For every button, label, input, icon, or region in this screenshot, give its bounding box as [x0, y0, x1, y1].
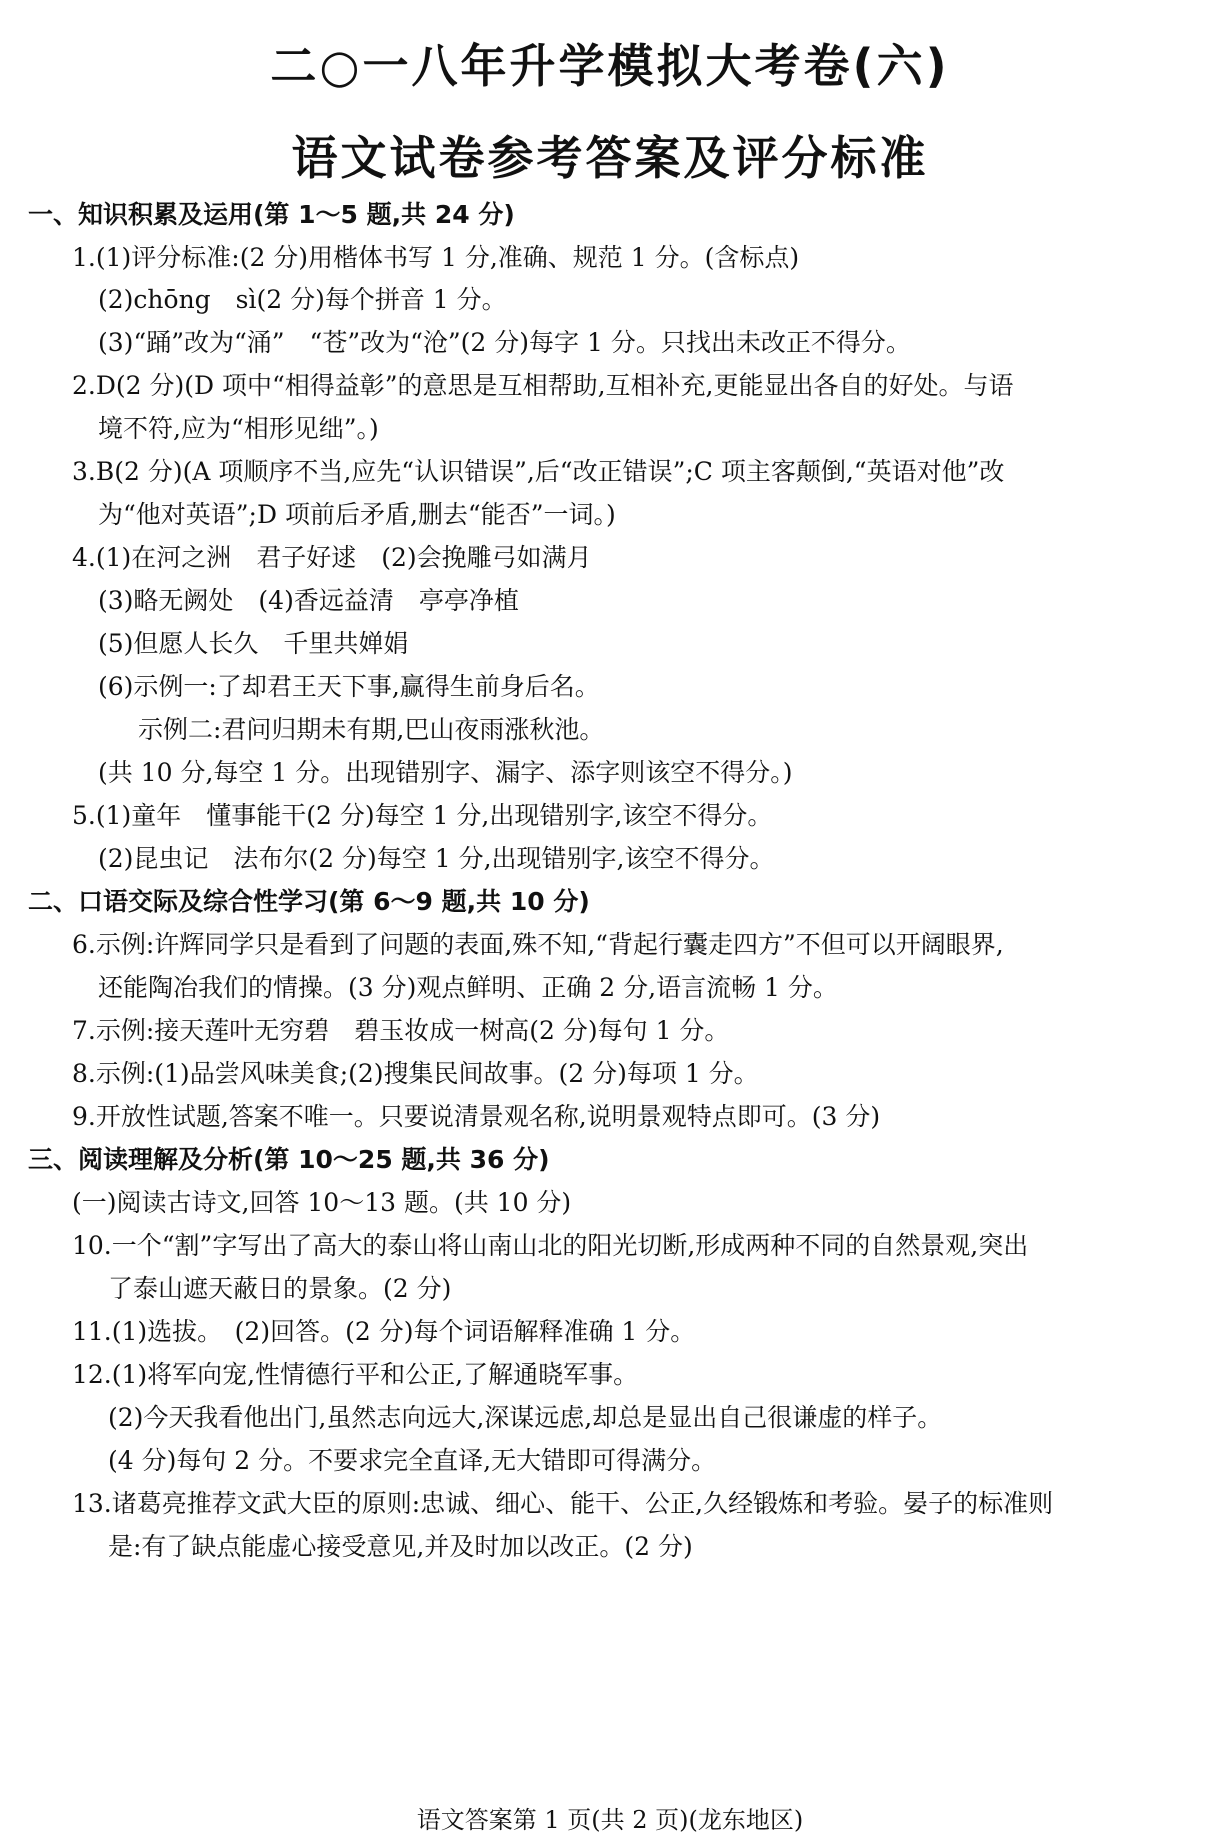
- answer-line: 还能陶冶我们的情操。(3 分)观点鲜明、正确 2 分,语言流畅 1 分。: [98, 973, 838, 1002]
- answer-line: 7.示例:接天莲叶无穷碧 碧玉妆成一树高(2 分)每句 1 分。: [72, 1016, 730, 1045]
- page-title: 二○一八年升学模拟大考卷(六): [270, 39, 950, 93]
- answer-line: 11.(1)选拔。 (2)回答。(2 分)每个词语解释准确 1 分。: [72, 1317, 696, 1346]
- answer-line: 12.(1)将军向宠,性情德行平和公正,了解通晓军事。: [72, 1360, 639, 1389]
- answer-line: 13.诸葛亮推荐文武大臣的原则:忠诚、细心、能干、公正,久经锻炼和考验。晏子的标准则: [72, 1489, 1054, 1518]
- answer-line: (4 分)每句 2 分。不要求完全直译,无大错即可得满分。: [108, 1446, 717, 1475]
- answer-line: 4.(1)在河之洲 君子好逑 (2)会挽雕弓如满月: [72, 543, 592, 572]
- answer-line: (一)阅读古诗文,回答 10～13 题。(共 10 分): [72, 1188, 572, 1217]
- answer-line: (共 10 分,每空 1 分。出现错别字、漏字、添字则该空不得分。): [98, 758, 793, 787]
- answer-line: 为“他对英语”;D 项前后矛盾,删去“能否”一词。): [98, 500, 616, 529]
- answer-line: (6)示例一:了却君王天下事,赢得生前身后名。: [98, 672, 600, 701]
- answer-line: (2)chōng sì(2 分)每个拼音 1 分。: [98, 285, 507, 314]
- answer-line: 境不符,应为“相形见绌”。): [98, 414, 379, 443]
- answer-line: 10.一个“割”字写出了高大的泰山将山南山北的阳光切断,形成两种不同的自然景观,突出: [72, 1231, 1029, 1260]
- section-heading-2: 二、口语交际及综合性学习(第 6～9 题,共 10 分): [28, 887, 590, 916]
- answer-line: (2)昆虫记 法布尔(2 分)每空 1 分,出现错别字,该空不得分。: [98, 844, 775, 873]
- answer-line: 6.示例:许辉同学只是看到了问题的表面,殊不知,“背起行囊走四方”不但可以开阔眼界,: [72, 930, 1004, 959]
- answer-line: (5)但愿人长久 千里共婵娟: [98, 629, 409, 658]
- answer-line: (3)“踊”改为“涌” “苍”改为“沧”(2 分)每字 1 分。只找出未改正不得分。: [98, 328, 911, 357]
- answer-line: 5.(1)童年 懂事能干(2 分)每空 1 分,出现错别字,该空不得分。: [72, 801, 773, 830]
- answer-line: 3.B(2 分)(A 项顺序不当,应先“认识错误”,后“改正错误”;C 项主客颠倒,“英语对他”改: [72, 457, 1005, 486]
- answer-line: (2)今天我看他出门,虽然志向远大,深谋远虑,却总是显出自己很谦虚的样子。: [108, 1403, 943, 1432]
- section-heading-3: 三、阅读理解及分析(第 10～25 题,共 36 分): [28, 1145, 550, 1174]
- page-footer: 语文答案第 1 页(共 2 页)(龙东地区): [416, 1806, 804, 1834]
- section-heading-1: 一、知识积累及运用(第 1～5 题,共 24 分): [28, 200, 515, 229]
- answer-line: 2.D(2 分)(D 项中“相得益彰”的意思是互相帮助,互相补充,更能显出各自的好处。与语: [72, 371, 1014, 400]
- page-subtitle: 语文试卷参考答案及评分标准: [291, 131, 929, 185]
- answer-line: 示例二:君问归期未有期,巴山夜雨涨秋池。: [138, 715, 605, 744]
- answer-line: 1.(1)评分标准:(2 分)用楷体书写 1 分,准确、规范 1 分。(含标点): [72, 243, 800, 272]
- answer-line: 是:有了缺点能虚心接受意见,并及时加以改正。(2 分): [108, 1532, 693, 1561]
- answer-line: 8.示例:(1)品尝风味美食;(2)搜集民间故事。(2 分)每项 1 分。: [72, 1059, 759, 1088]
- answer-line: 9.开放性试题,答案不唯一。只要说清景观名称,说明景观特点即可。(3 分): [72, 1102, 881, 1131]
- answer-line: (3)略无阙处 (4)香远益清 亭亭净植: [98, 586, 519, 615]
- answer-line: 了泰山遮天蔽日的景象。(2 分): [108, 1274, 452, 1303]
